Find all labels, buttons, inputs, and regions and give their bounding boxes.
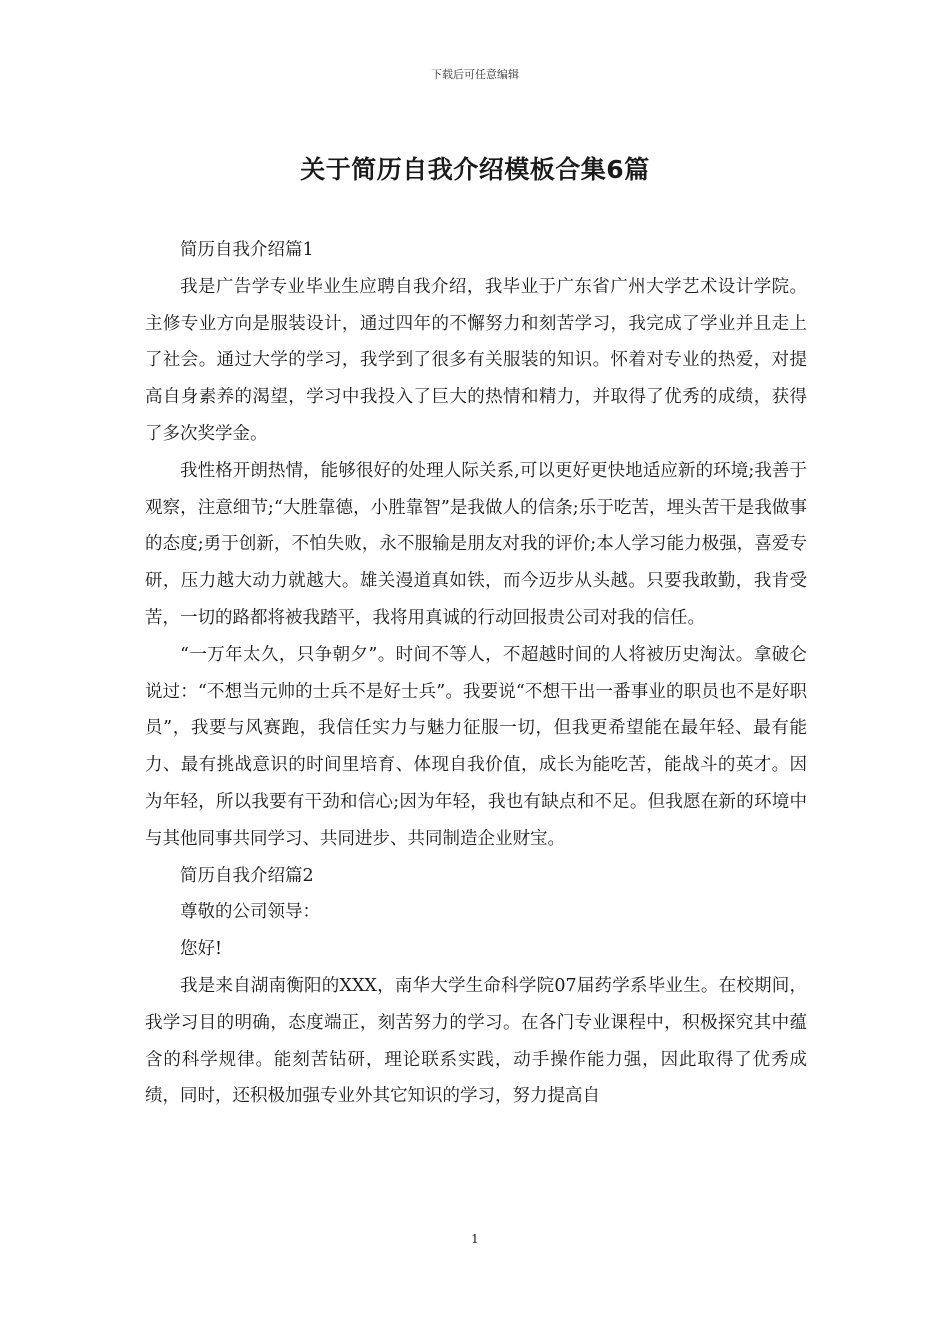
document-body <box>145 232 807 1115</box>
paragraph: “一万年太久，只争朝夕”。时间不等人，不超越时间的人将被历史淘汰。拿破仑说过：“不想当元帅的士兵不是好士兵”。我要说“不想干出一番事业的职员也不是好职员”，我要与风赛跑，我信任实力与魅力征服一切，但我更希望能在最年轻、最有能力、最有挑战意识的时间里培育、体现自我价值，成长为能吃苦，能战斗的英才。因为年轻，所以我要有干劲和信心;因为年轻，我也有缺点和不足。但我愿在新的环境中与其他同事共同学习、共同进步、共同制造企业财宝。 <box>145 644 807 849</box>
page-number: 1 <box>471 1232 479 1246</box>
paragraph: 我是广告学专业毕业生应聘自我介绍，我毕业于广东省广州大学艺术设计学院。主修专业方向是服装设计，通过四年的不懈努力和刻苦学习，我完成了学业并且走上了社会。通过大学的学习，我学到了很多有关服装的知识。怀着对专业的热爱，对提高自身素养的渴望，学习中我投入了巨大的热情和精力，并取得了优秀的成绩，获得了多次奖学金。 <box>145 276 807 444</box>
paragraph: 我性格开朗热情，能够很好的处理人际关系,可以更好更快地适应新的环境;我善于观察，注意细节;“大胜靠德，小胜靠智”是我做人的信条;乐于吃苦，埋头苦干是我做事的态度;勇于创新，不怕失败，永不服输是朋友对我的评价;本人学习能力极强，喜爱专研，压力越大动力就越大。雄关漫道真如铁，而今迈步从头越。只要我敢勤，我肯受苦，一切的路都将被我踏平，我将用真诚的行动回报贵公司对我的信任。 <box>145 460 807 628</box>
header-note: 下载后可任意编辑 <box>431 68 519 81</box>
section-heading-1: 简历自我介绍篇1 <box>180 240 314 260</box>
salutation: 尊敬的公司领导： <box>180 902 320 923</box>
section-heading-2: 简历自我介绍篇2 <box>180 865 314 886</box>
greeting: 您好! <box>180 939 223 960</box>
paragraph: 我是来自湖南衡阳的XXX，南华大学生命科学院07届药学系毕业生。在校期间，我学习目的明确，态度端正，刻苦努力的学习。在各门专业课程中，积极探究其中蕴含的科学规律。能刻苦钻研，理论联系实践，动手操作能力强，因此取得了优秀成绩，同时，还积极加强专业外其它知识的学习，努力提高自 <box>145 975 807 1107</box>
document-title: 关于简历自我介绍模板合集6篇 <box>300 155 650 184</box>
